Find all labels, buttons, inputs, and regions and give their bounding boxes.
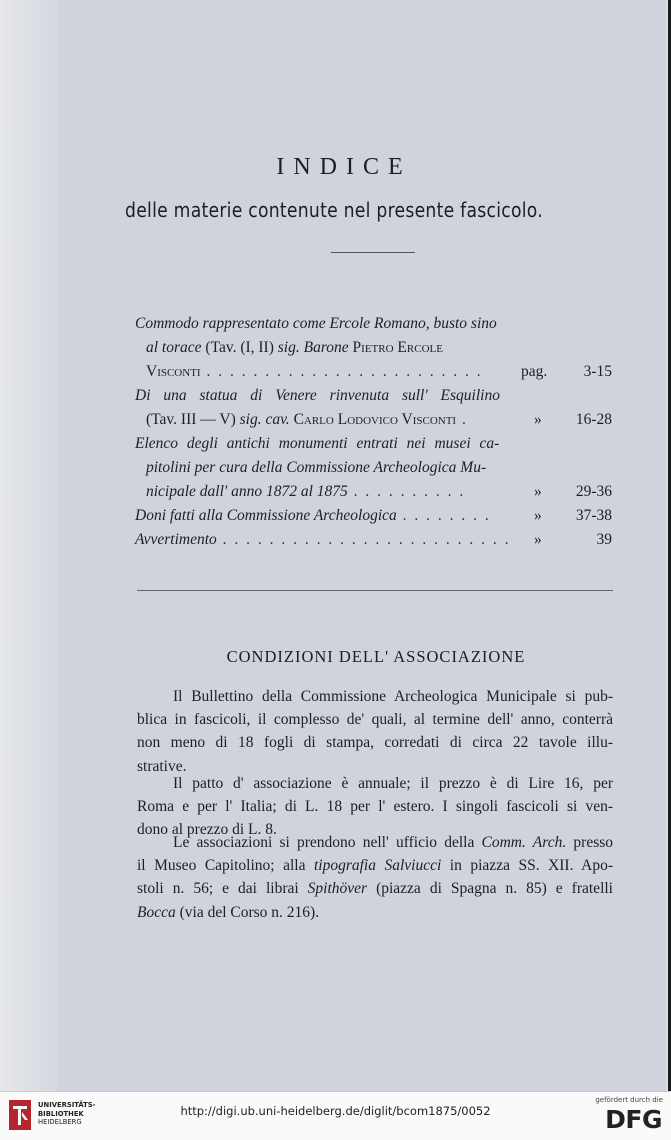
toc-entry-3-line-3 — [146, 480, 465, 504]
conditions-paragraph-3 — [137, 831, 613, 924]
toc-text: al torace — [146, 339, 202, 356]
paragraph-line: Roma e per l' Italia; di L. 18 per l' estero. I singoli fascicoli si ven- — [137, 798, 613, 816]
toc-entry-1-line-1 — [135, 312, 497, 336]
toc-text: Avvertimento — [135, 531, 217, 548]
paragraph-line: Il Bullettino della Commissione Archeologica Municipale si pub- — [173, 688, 613, 705]
text-italic: Comm. Arch. — [481, 834, 567, 851]
toc-entry-4 — [135, 504, 491, 528]
paragraph-line: non meno di 18 fogli di stampa, corredati di circa 22 tavole illu- — [137, 734, 613, 752]
toc-page-number: 37-38 — [575, 507, 612, 524]
funding-caption: gefördert durch die — [595, 1096, 663, 1104]
text-italic: tipografia Salviucci — [313, 857, 442, 875]
leader-dots: . . . . . . . . . . . . . . . . . . . . . . . . — [200, 363, 483, 380]
toc-text: Doni fatti alla Commissione Archeologica — [135, 507, 397, 524]
university-name-line: UNIVERSITÄTS- — [38, 1101, 96, 1109]
toc-text: sig. cav. — [239, 411, 290, 428]
toc-author: Pietro Ercole — [348, 339, 443, 356]
paragraph-line: strative. — [137, 757, 187, 775]
toc-text: Commodo rappresentato come Ercole Romano, busto sino — [135, 315, 497, 332]
toc-author: Carlo Lodovico Visconti — [289, 411, 457, 428]
text: stoli n. 56; e dai librai — [137, 880, 308, 898]
toc-entry-3-line-1 — [135, 432, 499, 456]
conditions-title: CONDIZIONI DELL' ASSOCIAZIONE — [226, 647, 526, 666]
toc-entry-3-line-2 — [146, 456, 486, 480]
toc-page-number: 16-28 — [575, 411, 612, 428]
short-divider — [331, 252, 415, 253]
index-subtitle: delle materie contenute nel presente fascicolo. — [125, 198, 543, 222]
toc-page-number: 3-15 — [583, 363, 612, 380]
text: in piazza SS. XII. Apo- — [441, 857, 613, 875]
toc-author: Visconti — [146, 363, 201, 380]
text-italic: Spithöver — [307, 880, 368, 898]
text: (piazza di Spagna n. 85) e fratelli — [367, 880, 613, 898]
toc-text: Elenco degli antichi monumenti entrati nei musei ca- — [135, 435, 500, 452]
paragraph-line: Il patto d' associazione è annuale; il prezzo è di Lire 16, per — [173, 775, 613, 792]
leader-dots: . — [456, 411, 468, 428]
long-divider — [137, 590, 613, 591]
index-title: INDICE — [276, 154, 412, 180]
paragraph-line — [137, 901, 613, 924]
paragraph-line: blica in fascicoli, il complesso de' quali, al termine dell' anno, conterrà — [137, 711, 613, 729]
pag-word: pag. — [521, 363, 548, 380]
leader-dots: . . . . . . . . — [396, 507, 491, 524]
toc-page-number: 39 — [596, 531, 612, 548]
leader-dots: . . . . . . . . . . — [347, 483, 466, 500]
text: il Museo Capitolino; alla — [137, 857, 314, 875]
text: (via del Corso n. 216). — [175, 903, 320, 921]
toc-text: (Tav. III — V) — [146, 411, 240, 428]
university-name-line: BIBLIOTHEK — [38, 1109, 84, 1118]
paragraph-line — [137, 877, 613, 900]
paragraph-line — [137, 854, 613, 877]
conditions-paragraph-1 — [137, 685, 613, 778]
paragraph-line: dono al prezzo di L. 8. — [137, 821, 277, 839]
university-name-line: HEIDELBERG — [38, 1118, 82, 1126]
toc-text: pitolini per cura della Commissione Archeologica Mu- — [146, 459, 487, 476]
viewer-footer — [0, 1091, 671, 1140]
toc-entry-1-line-2 — [146, 336, 443, 360]
toc-ditto-mark: » — [534, 531, 542, 548]
paragraph-line — [137, 831, 613, 854]
toc-entry-5 — [135, 528, 511, 552]
text-italic: Bocca — [137, 903, 176, 921]
text: presso — [566, 834, 614, 851]
text: Le associazioni si prendono nell' ufficio della — [173, 834, 482, 851]
toc-ditto-mark: » — [534, 507, 542, 524]
toc-ditto-mark: » — [534, 411, 542, 428]
toc-text: Di una statua di Venere rinvenuta sull' Esquilino — [135, 387, 500, 404]
toc-entry-1-line-3 — [146, 360, 483, 384]
toc-pag-label — [521, 360, 547, 384]
toc-page-number: 29-36 — [575, 483, 612, 500]
toc-ditto-mark: » — [534, 483, 542, 500]
toc-entry-2-line-2 — [146, 408, 468, 432]
toc-text: sig. Barone — [277, 339, 349, 356]
permalink-url[interactable]: http://digi.ub.uni-heidelberg.de/diglit/bcom1875/0052 — [180, 1104, 491, 1118]
toc-entry-2-line-1 — [135, 384, 500, 408]
toc-text: nicipale dall' anno 1872 al 1875 — [146, 483, 348, 500]
leader-dots: . . . . . . . . . . . . . . . . . . . . . . . . . — [216, 531, 511, 548]
dfg-logo[interactable]: DFG — [605, 1105, 662, 1134]
toc-text: (Tav. (I, II) — [201, 339, 278, 356]
